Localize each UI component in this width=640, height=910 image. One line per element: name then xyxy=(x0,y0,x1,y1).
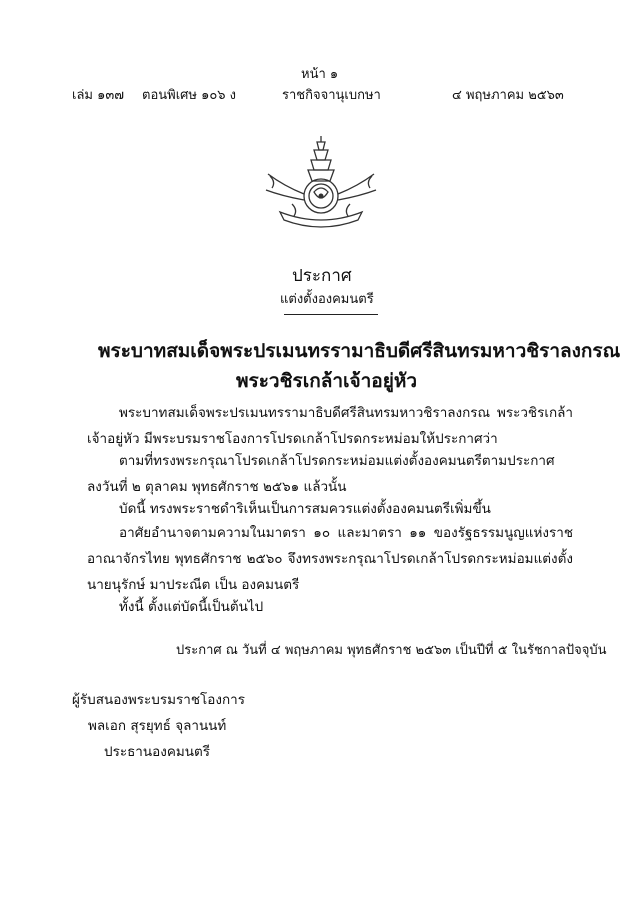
announcement-title: ประกาศ xyxy=(292,266,352,286)
announcement-subtitle: แต่งตั้งองคมนตรี xyxy=(280,292,374,307)
paragraph-4: อาศัยอำนาจตามความในมาตรา ๑๐ และมาตรา ๑๑ ของรัฐธรรมนูญแห่งราชอาณาจักรไทย พุทธศักราช ๒๕๖๐ จึงทรงพระกรุณาโปรดเกล้าโปรดกระหม่อมแต่งตั้ง นายนุรักษ์ มาประณีต เป็น องคมนตรี xyxy=(87,525,573,593)
issue-number: ตอนพิเศษ ๑๐๖ ง xyxy=(142,88,237,103)
royal-name-line2: พระวชิรเกล้าเจ้าอยู่หัว xyxy=(236,370,418,392)
paragraph-2: ตามที่ทรงพระกรุณาโปรดเกล้าโปรดกระหม่อมแต่งตั้งองคมนตรีตามประกาศ ลงวันที่ ๒ ตุลาคม พุทธศักราช ๒๕๖๑ แล้วนั้น xyxy=(87,453,555,495)
page-number: หน้า ๑ xyxy=(301,67,339,82)
volume-number: เล่ม ๑๓๗ xyxy=(72,88,125,103)
royal-name-line1: พระบาทสมเด็จพระปรเมนทรรามาธิบดีศรีสินทรมหาวชิราลงกรณ xyxy=(98,340,621,362)
paragraph-5: ทั้งนี้ ตั้งแต่บัดนี้เป็นต้นไป xyxy=(119,599,264,615)
paragraph-1: พระบาทสมเด็จพระปรเมนทรรามาธิบดีศรีสินทรมหาวชิราลงกรณ พระวชิรเกล้าเจ้าอยู่หัว มีพระบรมราชโองการโปรดเกล้าโปรดกระหม่อมให้ประกาศว่า xyxy=(87,405,573,447)
publication-date: ๔ พฤษภาคม ๒๕๖๓ xyxy=(452,88,564,103)
countersign-title: ประธานองคมนตรี xyxy=(104,744,210,760)
proclamation-dateline: ประกาศ ณ วันที่ ๔ พฤษภาคม พุทธศักราช ๒๕๖๓ เป็นปีที่ ๕ ในรัชกาลปัจจุบัน xyxy=(176,643,607,658)
countersign-name: พลเอก สุรยุทธ์ จุลานนท์ xyxy=(88,718,227,734)
title-divider xyxy=(284,314,378,315)
paragraph-3: บัดนี้ ทรงพระราชดำริเห็นเป็นการสมควรแต่งตั้งองคมนตรีเพิ่มขึ้น xyxy=(119,501,491,517)
publication-name: ราชกิจจานุเบกษา xyxy=(282,88,381,103)
countersign-label: ผู้รับสนองพระบรมราชโองการ xyxy=(72,692,245,708)
royal-garuda-seal-icon xyxy=(262,134,380,234)
